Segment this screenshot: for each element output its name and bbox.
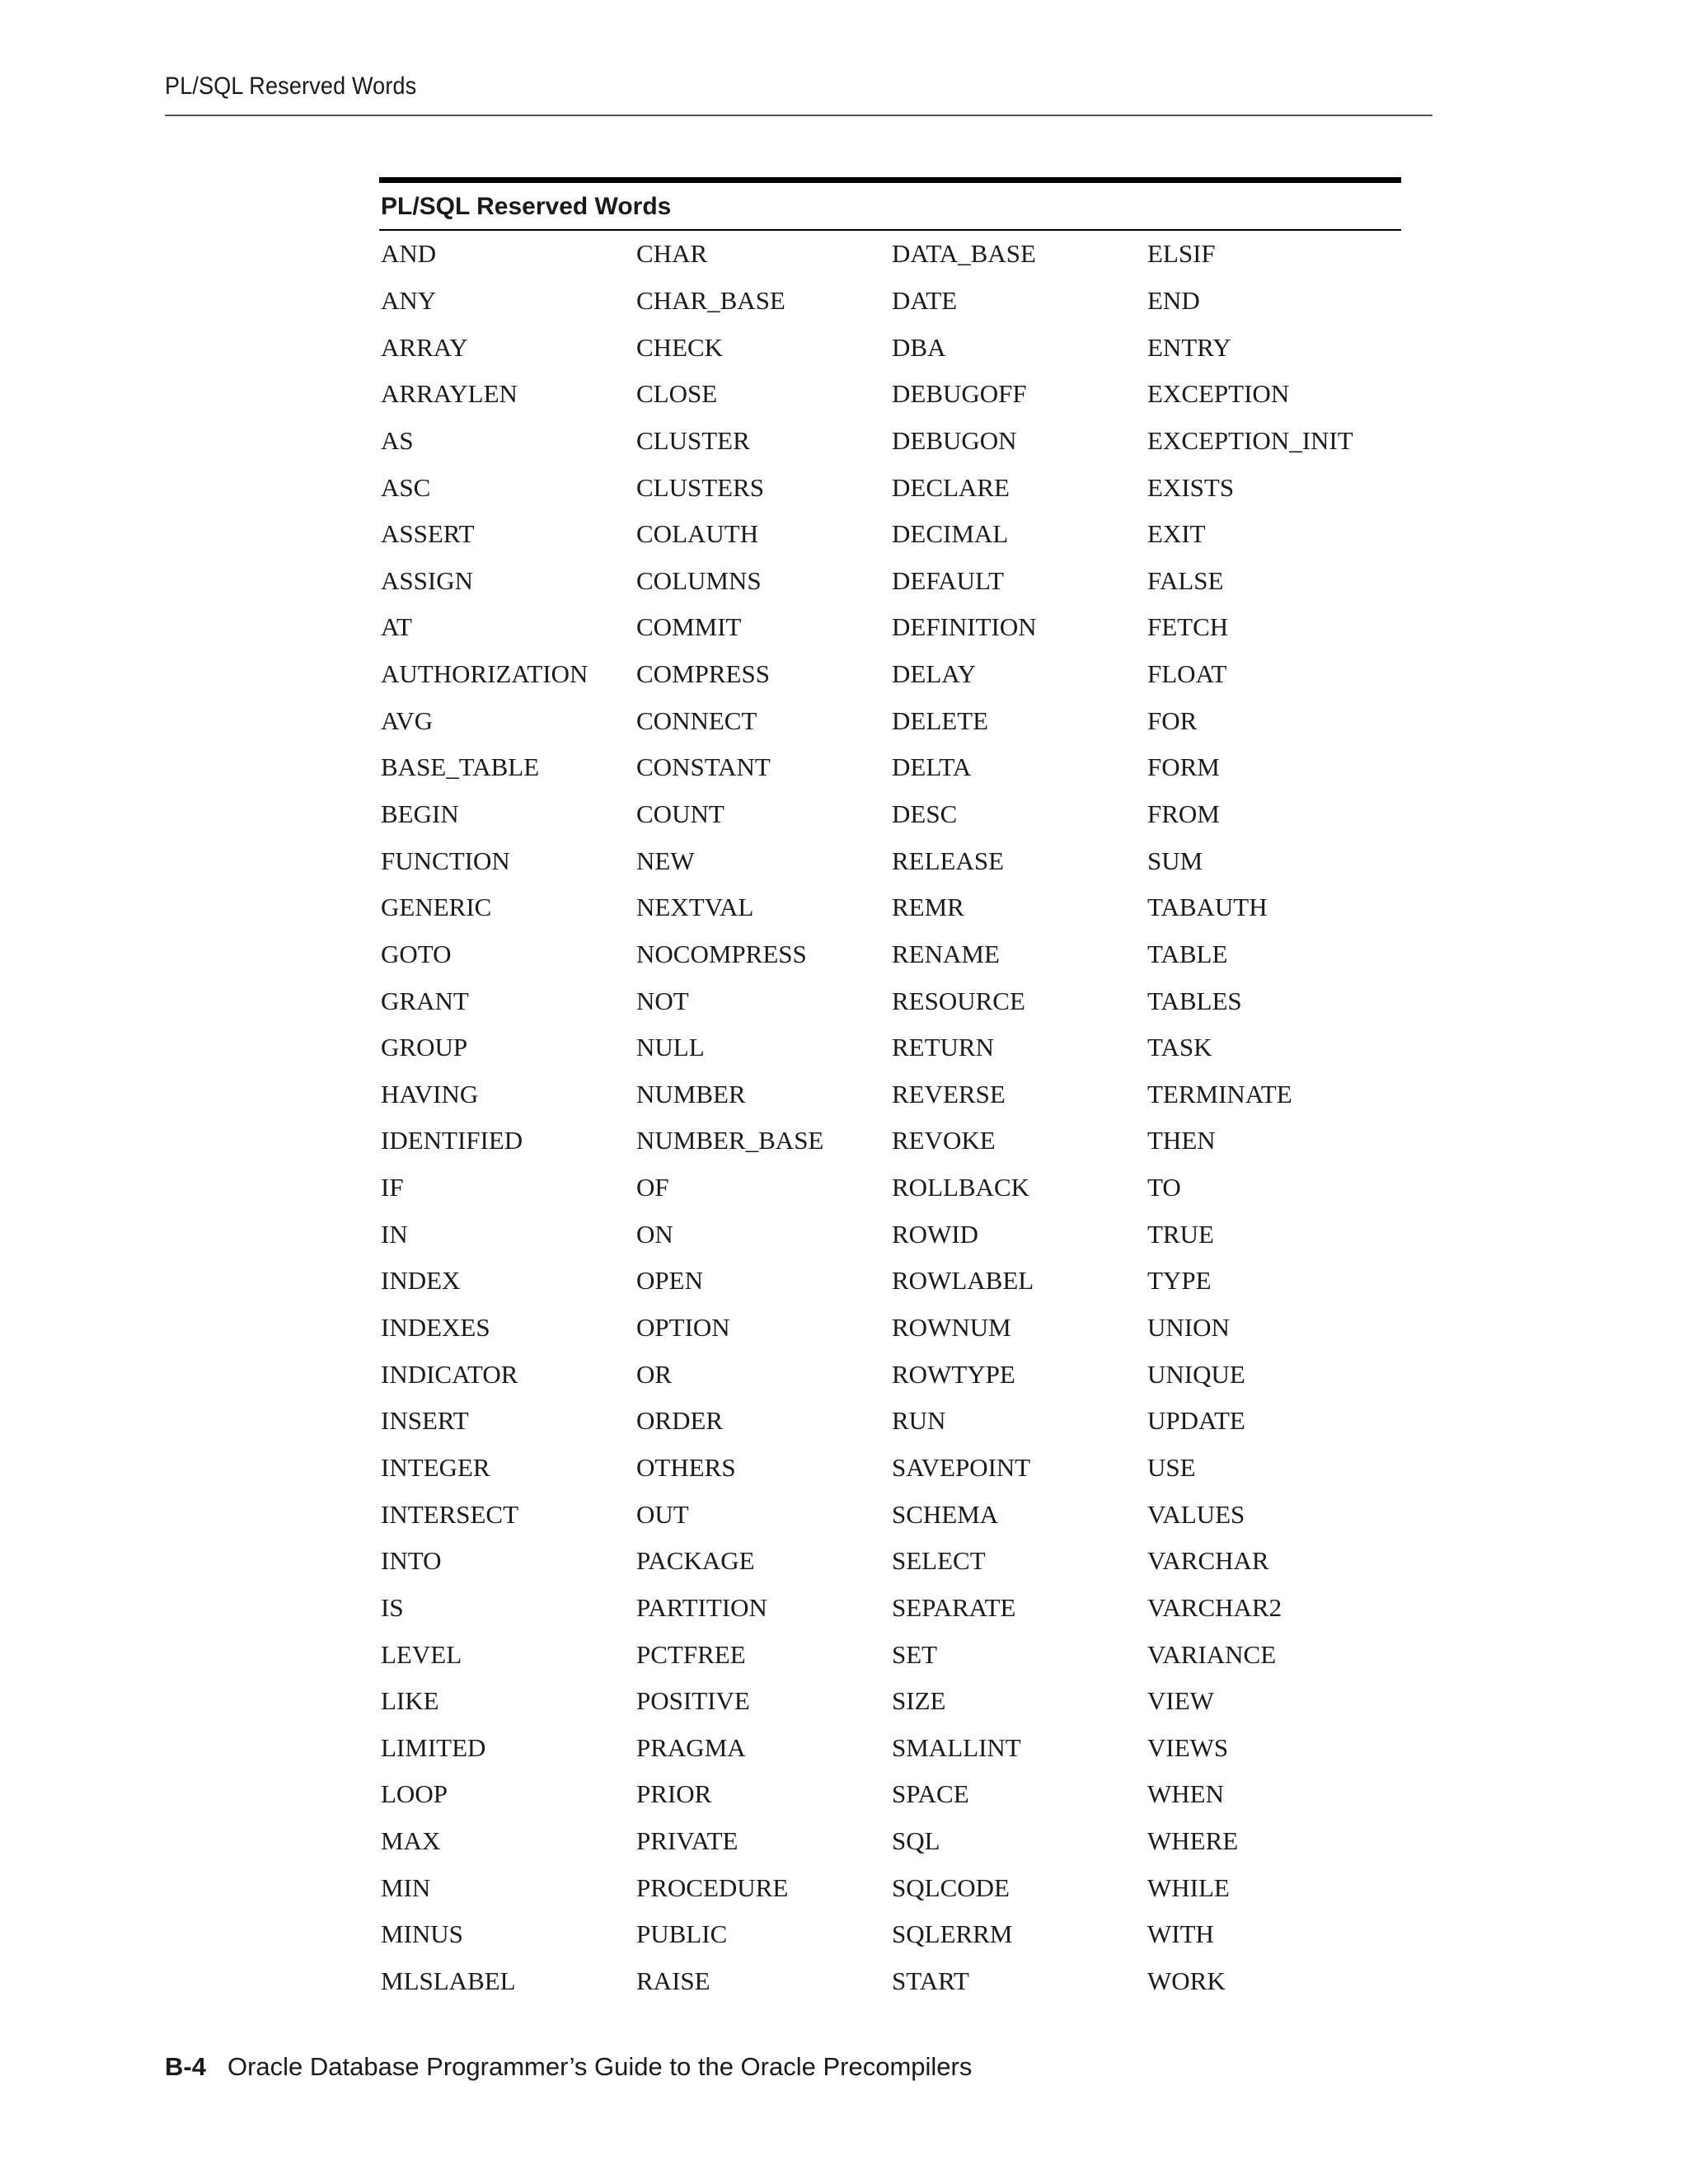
reserved-word: ROLLBACK [892, 1173, 1030, 1202]
table-row [379, 1771, 1401, 1818]
reserved-word: ENTRY [1147, 332, 1231, 362]
table-row [379, 1538, 1401, 1585]
reserved-word: PCTFREE [636, 1639, 746, 1669]
reserved-word: SQL [892, 1826, 940, 1856]
reserved-word: CLUSTERS [636, 472, 765, 502]
reserved-word: NUMBER [636, 1079, 746, 1108]
reserved-word: WHERE [1147, 1826, 1239, 1856]
reserved-word: SELECT [892, 1546, 986, 1576]
table-row [379, 231, 1401, 278]
table-row [379, 464, 1401, 511]
reserved-word: GRANT [381, 986, 469, 1015]
reserved-word: INTEGER [381, 1452, 490, 1482]
reserved-word: CONNECT [636, 705, 757, 735]
reserved-word: COLAUTH [636, 519, 759, 549]
reserved-word: TERMINATE [1147, 1079, 1292, 1108]
reserved-word: VIEWS [1147, 1732, 1229, 1762]
reserved-word: ARRAYLEN [381, 379, 518, 409]
table-row [379, 278, 1401, 325]
reserved-word: SQLERRM [892, 1919, 1013, 1949]
table-row [379, 1445, 1401, 1492]
reserved-word: BEGIN [381, 799, 459, 828]
reserved-word: COLUMNS [636, 565, 762, 595]
table-row [379, 744, 1401, 791]
reserved-word: RENAME [892, 939, 1000, 968]
reserved-word: THEN [1147, 1126, 1216, 1155]
reserved-word: VARCHAR2 [1147, 1592, 1282, 1622]
table-row [379, 1491, 1401, 1538]
reserved-word: RAISE [636, 1966, 710, 1996]
reserved-word: FUNCTION [381, 846, 510, 875]
reserved-word: DEFAULT [892, 565, 1005, 595]
reserved-word: TABAUTH [1147, 893, 1268, 922]
reserved-word: VIEW [1147, 1686, 1214, 1716]
reserved-word: RETURN [892, 1033, 994, 1062]
reserved-word: BASE_TABLE [381, 752, 540, 782]
reserved-word: FROM [1147, 799, 1220, 828]
reserved-word: DELTA [892, 752, 972, 782]
reserved-word: WITH [1147, 1919, 1214, 1949]
reserved-word: INTO [381, 1546, 442, 1576]
reserved-word: DEBUGOFF [892, 379, 1027, 409]
reserved-word: EXCEPTION_INIT [1147, 425, 1353, 455]
reserved-word: LIKE [381, 1686, 439, 1716]
reserved-word: NULL [636, 1033, 705, 1062]
table-row [379, 1211, 1401, 1258]
reserved-word: LOOP [381, 1779, 448, 1809]
reserved-word: CHAR [636, 239, 708, 269]
reserved-word: RELEASE [892, 846, 1005, 875]
reserved-word: ROWLABEL [892, 1266, 1034, 1296]
reserved-word: ROWNUM [892, 1313, 1011, 1343]
table-row [379, 418, 1401, 465]
reserved-word: PARTITION [636, 1592, 767, 1622]
reserved-word: VARIANCE [1147, 1639, 1277, 1669]
table-row [379, 1258, 1401, 1305]
table-row [379, 1305, 1401, 1352]
reserved-word: REVERSE [892, 1079, 1006, 1108]
reserved-word: START [892, 1966, 969, 1996]
reserved-word: COMMIT [636, 612, 742, 642]
reserved-word: TO [1147, 1173, 1181, 1202]
reserved-word: AT [381, 612, 412, 642]
reserved-word: ROWTYPE [892, 1359, 1015, 1389]
reserved-word: POSITIVE [636, 1686, 750, 1716]
reserved-word: FORM [1147, 752, 1220, 782]
reserved-word: DESC [892, 799, 958, 828]
reserved-word: SMALLINT [892, 1732, 1021, 1762]
table-row [379, 977, 1401, 1024]
reserved-word: INSERT [381, 1406, 469, 1436]
reserved-word: DEBUGON [892, 425, 1017, 455]
header-rule [165, 115, 1432, 116]
reserved-word: SAVEPOINT [892, 1452, 1031, 1482]
reserved-word: TRUE [1147, 1219, 1214, 1249]
reserved-word: INDEX [381, 1266, 461, 1296]
reserved-word: MLSLABEL [381, 1966, 516, 1996]
reserved-word: EXISTS [1147, 472, 1235, 502]
reserved-word: RESOURCE [892, 986, 1025, 1015]
running-header: PL/SQL Reserved Words [165, 73, 417, 100]
reserved-word: SCHEMA [892, 1499, 999, 1529]
reserved-word: IDENTIFIED [381, 1126, 523, 1155]
reserved-word: ARRAY [381, 332, 468, 362]
reserved-word: ELSIF [1147, 239, 1216, 269]
reserved-word: REMR [892, 893, 964, 922]
reserved-word: WHEN [1147, 1779, 1224, 1809]
table-row [379, 1398, 1401, 1445]
reserved-word: EXIT [1147, 519, 1206, 549]
reserved-word: COMPRESS [636, 659, 770, 689]
table-row [379, 1958, 1401, 2005]
table-row [379, 1165, 1401, 1212]
table-row [379, 557, 1401, 604]
reserved-word: ASSERT [381, 519, 475, 549]
reserved-word: PRIOR [636, 1779, 712, 1809]
reserved-word: GOTO [381, 939, 452, 968]
reserved-word: OPTION [636, 1313, 730, 1343]
table-row [379, 1864, 1401, 1911]
reserved-word: AVG [381, 705, 434, 735]
table-row [379, 651, 1401, 698]
table-row [379, 1118, 1401, 1165]
reserved-word: USE [1147, 1452, 1196, 1482]
reserved-word: DECIMAL [892, 519, 1009, 549]
table-row [379, 511, 1401, 558]
reserved-word: COUNT [636, 799, 724, 828]
reserved-word: IF [381, 1173, 404, 1202]
reserved-word: HAVING [381, 1079, 479, 1108]
reserved-word: OF [636, 1173, 669, 1202]
table-row [379, 1071, 1401, 1118]
reserved-word: ORDER [636, 1406, 724, 1436]
reserved-word: DELAY [892, 659, 977, 689]
reserved-word: VARCHAR [1147, 1546, 1269, 1576]
reserved-word: INDEXES [381, 1313, 490, 1343]
reserved-word: UNIQUE [1147, 1359, 1245, 1389]
reserved-word: NEXTVAL [636, 893, 754, 922]
reserved-word: PRAGMA [636, 1732, 746, 1762]
table-row [379, 1351, 1401, 1398]
table-row [379, 837, 1401, 884]
reserved-word: DECLARE [892, 472, 1010, 502]
reserved-word: TABLES [1147, 986, 1242, 1015]
page-number: B-4 [165, 2052, 206, 2081]
reserved-word: SUM [1147, 846, 1203, 875]
table-row [379, 884, 1401, 931]
reserved-word: END [1147, 285, 1200, 315]
reserved-word: AS [381, 425, 414, 455]
reserved-word: INTERSECT [381, 1499, 519, 1529]
reserved-word: OPEN [636, 1266, 703, 1296]
page-footer [165, 2052, 972, 2082]
reserved-word: CHAR_BASE [636, 285, 785, 315]
reserved-word: GROUP [381, 1033, 468, 1062]
reserved-word: SET [892, 1639, 938, 1669]
reserved-word: CONSTANT [636, 752, 771, 782]
reserved-word: VALUES [1147, 1499, 1245, 1529]
table-row [379, 1631, 1401, 1678]
reserved-word: DEFINITION [892, 612, 1037, 642]
table-row [379, 697, 1401, 744]
reserved-word: REVOKE [892, 1126, 996, 1155]
reserved-word: IS [381, 1592, 404, 1622]
reserved-word: OUT [636, 1499, 689, 1529]
reserved-word: FETCH [1147, 612, 1229, 642]
reserved-word: FLOAT [1147, 659, 1227, 689]
table-row [379, 1678, 1401, 1725]
reserved-word: OTHERS [636, 1452, 736, 1482]
table-row [379, 1585, 1401, 1632]
reserved-word: ASC [381, 472, 431, 502]
words-grid [379, 231, 1401, 2004]
reserved-word: DATE [892, 285, 958, 315]
reserved-word: PACKAGE [636, 1546, 755, 1576]
reserved-word: PUBLIC [636, 1919, 728, 1949]
reserved-word: SQLCODE [892, 1872, 1010, 1902]
reserved-word: ON [636, 1219, 673, 1249]
reserved-word: FOR [1147, 705, 1198, 735]
book-title: Oracle Database Programmer’s Guide to the Oracle Precompilers [227, 2052, 973, 2081]
reserved-word: SEPARATE [892, 1592, 1016, 1622]
table-row [379, 604, 1401, 651]
reserved-word: DBA [892, 332, 946, 362]
table-row [379, 1818, 1401, 1865]
reserved-word: DATA_BASE [892, 239, 1036, 269]
table-row [379, 324, 1401, 371]
reserved-word: UNION [1147, 1313, 1230, 1343]
reserved-word: WHILE [1147, 1872, 1230, 1902]
reserved-word: AUTHORIZATION [381, 659, 588, 689]
reserved-word: MAX [381, 1826, 441, 1856]
reserved-word: GENERIC [381, 893, 492, 922]
table-top-rule [379, 177, 1401, 183]
reserved-word: MINUS [381, 1919, 463, 1949]
reserved-word: WORK [1147, 1966, 1226, 1996]
reserved-word: PRIVATE [636, 1826, 738, 1856]
table-row [379, 1725, 1401, 1772]
reserved-word: SIZE [892, 1686, 946, 1716]
reserved-word: OR [636, 1359, 673, 1389]
reserved-word: TASK [1147, 1033, 1212, 1062]
reserved-word: ANY [381, 285, 437, 315]
reserved-word: TABLE [1147, 939, 1228, 968]
table-row [379, 1911, 1401, 1958]
reserved-word: LEVEL [381, 1639, 462, 1669]
reserved-word: DELETE [892, 705, 989, 735]
reserved-word: AND [381, 239, 437, 269]
reserved-word: ASSIGN [381, 565, 473, 595]
reserved-word: RUN [892, 1406, 946, 1436]
reserved-word: ROWID [892, 1219, 979, 1249]
table-title: PL/SQL Reserved Words [381, 193, 672, 220]
reserved-word: SPACE [892, 1779, 969, 1809]
reserved-word: MIN [381, 1872, 431, 1902]
reserved-word: INDICATOR [381, 1359, 518, 1389]
table-row [379, 791, 1401, 838]
reserved-word: CHECK [636, 332, 724, 362]
reserved-word: LIMITED [381, 1732, 486, 1762]
reserved-word: CLUSTER [636, 425, 750, 455]
table-row [379, 1024, 1401, 1071]
reserved-word: EXCEPTION [1147, 379, 1290, 409]
reserved-word: FALSE [1147, 565, 1224, 595]
reserved-word: NEW [636, 846, 695, 875]
reserved-words-table [379, 177, 1401, 2004]
reserved-word: UPDATE [1147, 1406, 1245, 1436]
reserved-word: NOT [636, 986, 689, 1015]
reserved-word: PROCEDURE [636, 1872, 789, 1902]
table-row [379, 371, 1401, 418]
table-row [379, 931, 1401, 978]
reserved-word: NUMBER_BASE [636, 1126, 824, 1155]
reserved-word: CLOSE [636, 379, 718, 409]
words-body [379, 231, 1401, 2004]
reserved-word: IN [381, 1219, 408, 1249]
reserved-word: TYPE [1147, 1266, 1212, 1296]
reserved-word: NOCOMPRESS [636, 939, 807, 968]
